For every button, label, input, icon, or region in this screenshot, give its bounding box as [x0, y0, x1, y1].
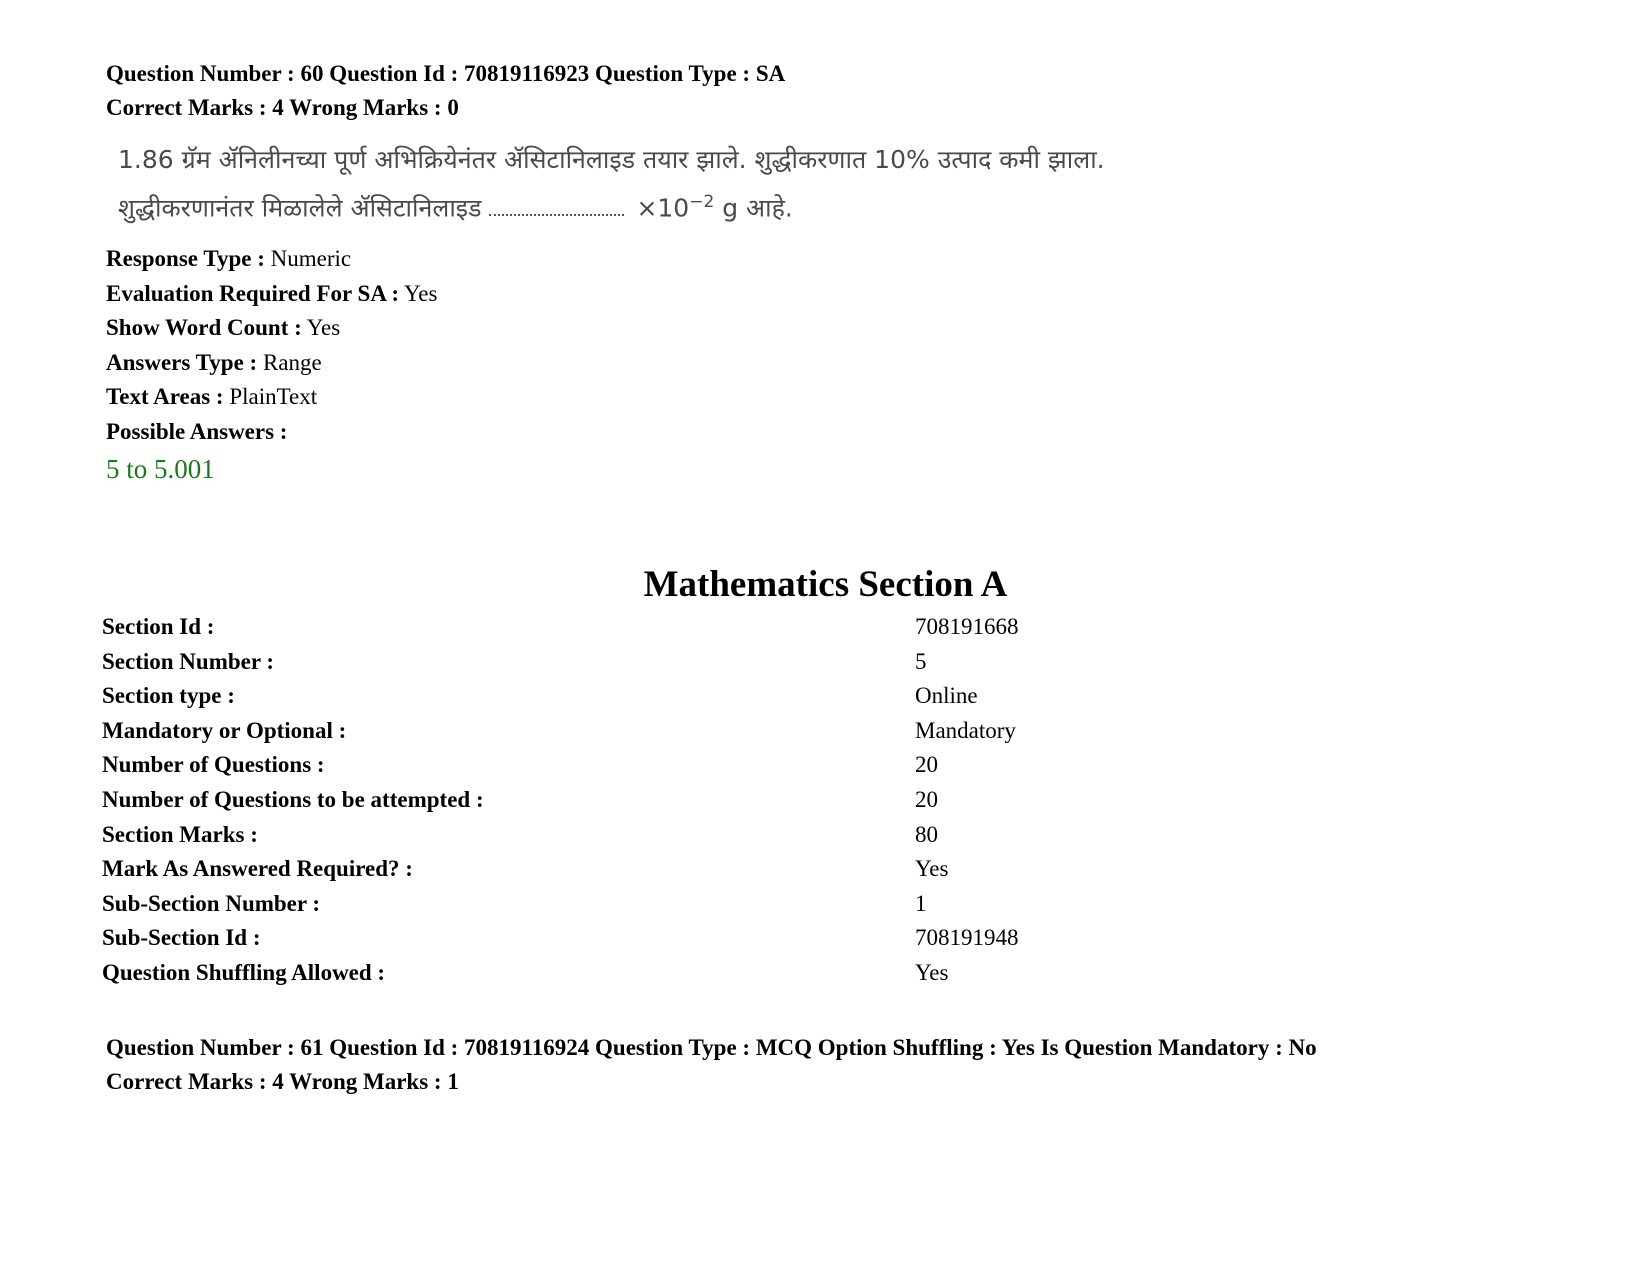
section-detail-row [102, 887, 1202, 922]
question-60-text-exponent: −2 [689, 192, 715, 212]
section-detail-row [102, 921, 1202, 956]
section-detail-row [102, 679, 1202, 714]
text-areas-value: PlainText [229, 384, 318, 409]
possible-answers-label: Possible Answers : [106, 418, 288, 444]
possible-answers-value: 5 to 5.001 [106, 454, 215, 484]
section-detail-key: Section Marks : [102, 821, 258, 847]
question-60-text-line2-start: शुद्धीकरणानंतर मिळालेले ॲसिटानिलाइड [118, 193, 482, 223]
question-60-text-line2-end: g आहे. [722, 193, 793, 223]
response-type-label: Response Type : [106, 246, 265, 271]
section-detail-value: 20 [915, 786, 938, 812]
section-detail-value: Mandatory [915, 717, 1016, 743]
question-60-text-times: ×10 [636, 193, 690, 223]
response-type-value: Numeric [270, 246, 352, 271]
section-detail-key: Mark As Answered Required? : [102, 856, 413, 882]
section-detail-row [102, 783, 1202, 818]
section-detail-key: Sub-Section Id : [102, 925, 261, 951]
text-areas-row [106, 380, 437, 415]
word-count-row [106, 311, 437, 346]
possible-answers-row [106, 415, 437, 450]
section-detail-key: Number of Questions to be attempted : [102, 786, 484, 812]
section-detail-value: 1 [915, 890, 927, 916]
section-detail-key: Sub-Section Number : [102, 890, 321, 916]
response-type-row [106, 242, 437, 277]
question-60-header-line2: Correct Marks : 4 Wrong Marks : 0 [106, 95, 459, 120]
section-detail-value: 708191948 [915, 925, 1019, 951]
question-60-text-line1: 1.86 ग्रॅम ॲनिलीनच्या पूर्ण अभिक्रियेनंतर ॲसिटानिलाइड तयार झाले. शुद्धीकरणात 10% उत्पाद कमी झाला. [118, 145, 1105, 174]
section-detail-row [102, 645, 1202, 680]
section-detail-value: Yes [915, 959, 949, 985]
section-details-table [102, 610, 1202, 991]
evaluation-row [106, 277, 437, 312]
section-detail-key: Section type : [102, 683, 235, 709]
section-detail-value: 708191668 [915, 614, 1019, 639]
section-title: Mathematics Section A [643, 564, 1008, 605]
answers-type-label: Answers Type : [106, 349, 258, 375]
section-detail-value: Yes [915, 856, 949, 882]
question-60-text-image [110, 139, 1220, 231]
section-detail-key: Question Shuffling Allowed : [102, 959, 386, 985]
question-60-metadata [106, 242, 437, 489]
word-count-value: Yes [306, 315, 341, 340]
question-60-header [106, 57, 785, 125]
section-detail-row [102, 748, 1202, 783]
question-61-header [106, 1031, 1317, 1099]
section-detail-value: 20 [915, 752, 938, 778]
section-detail-row [102, 818, 1202, 853]
answer-blank [489, 198, 624, 216]
answers-type-row [106, 346, 437, 381]
question-60-header-line1: Question Number : 60 Question Id : 70819116923 Question Type : SA [106, 61, 786, 86]
section-detail-key: Section Number : [102, 648, 275, 674]
question-61-header-line1: Question Number : 61 Question Id : 70819116924 Question Type : MCQ Option Shuffling : Yes Is Question Mandatory : No [106, 1035, 1317, 1060]
section-detail-value: Online [915, 683, 978, 709]
text-areas-label: Text Areas : [106, 384, 224, 409]
section-detail-key: Section Id : [102, 614, 215, 639]
section-detail-value: 5 [915, 648, 927, 674]
section-detail-row [102, 714, 1202, 749]
word-count-label: Show Word Count : [106, 315, 302, 340]
section-detail-key: Number of Questions : [102, 752, 325, 778]
question-61-header-line2: Correct Marks : 4 Wrong Marks : 1 [106, 1069, 459, 1094]
answers-type-value: Range [262, 349, 322, 375]
section-detail-row [102, 610, 1202, 645]
evaluation-value: Yes [404, 280, 438, 306]
section-detail-value: 80 [915, 821, 938, 847]
section-detail-key: Mandatory or Optional : [102, 717, 347, 743]
evaluation-label: Evaluation Required For SA : [106, 280, 400, 306]
section-detail-row [102, 852, 1202, 887]
section-detail-row [102, 956, 1202, 991]
question-60-text-line2 [110, 181, 1220, 229]
